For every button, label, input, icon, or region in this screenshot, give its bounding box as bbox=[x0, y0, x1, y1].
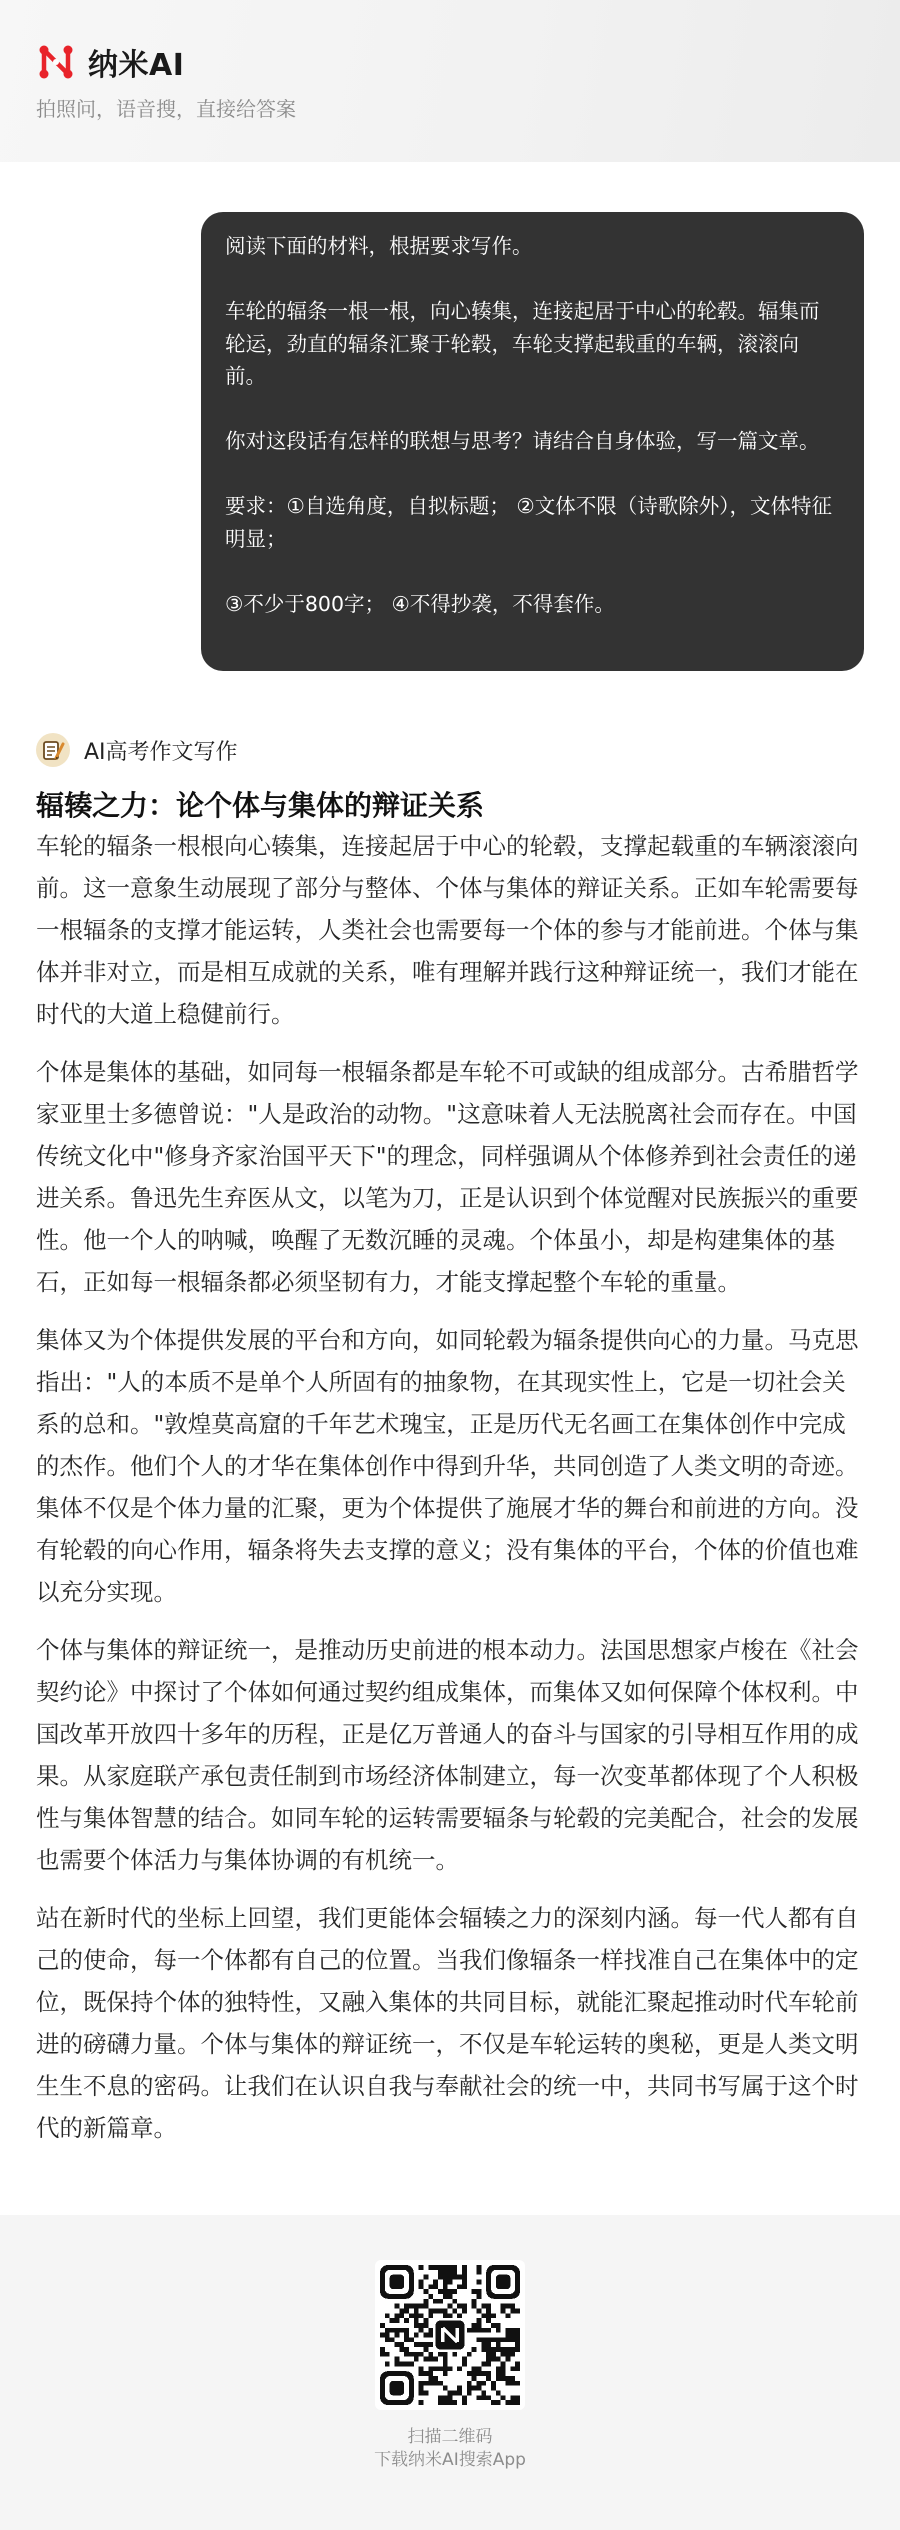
prompt-paragraph: 阅读下面的材料，根据要求写作。 bbox=[225, 234, 533, 258]
prompt-paragraph: 车轮的辐条一根一根，向心辏集，连接起居于中心的轮毂。辐集而轮运，劲直的辐条汇聚于轮毂，车轮支撑起载重的车辆，滚滚向前。 bbox=[225, 299, 820, 388]
essay-paragraph: 车轮的辐条一根根向心辏集，连接起居于中心的轮毂，支撑起载重的车辆滚滚向前。这一意象生动展现了部分与整体、个体与集体的辩证关系。正如车轮需要每一根辐条的支撑才能运转，人类社会也需要每一个体的参与才能前进。个体与集体并非对立，而是相互成就的关系，唯有理解并践行这种辩证统一，我们才能在时代的大道上稳健前行。 bbox=[36, 832, 859, 1028]
essay-paragraph: 站在新时代的坐标上回望，我们更能体会辐辏之力的深刻内涵。每一代人都有自己的使命，每一个体都有自己的位置。当我们像辐条一样找准自己在集体中的定位，既保持个体的独特性，又融入集体的共同目标，就能汇聚起推动时代车轮前进的磅礴力量。个体与集体的辩证统一，不仅是车轮运转的奥秘，更是人类文明生生不息的密码。让我们在认识自我与奉献社会的统一中，共同书写属于这个时代的新篇章。 bbox=[36, 1904, 859, 2142]
qr-code-icon bbox=[380, 2265, 520, 2405]
essay-writing-icon bbox=[36, 733, 70, 767]
essay-body bbox=[36, 825, 864, 2149]
app-header bbox=[0, 0, 900, 162]
essay-paragraph: 个体是集体的基础，如同每一根辐条都是车轮不可或缺的组成部分。古希腊哲学家亚里士多德曾说："人是政治的动物。"这意味着人无法脱离社会而存在。中国传统文化中"修身齐家治国平天下"的理念，同样强调从个体修养到社会责任的递进关系。鲁迅先生弃医从文，以笔为刀，正是认识到个体觉醒对民族振兴的重要性。他一个人的呐喊，唤醒了无数沉睡的灵魂。个体虽小，却是构建集体的基石，正如每一根辐条都必须坚韧有力，才能支撑起整个车轮的重量。 bbox=[36, 1058, 859, 1296]
tagline: 拍照问，语音搜，直接给答案 bbox=[36, 97, 296, 121]
essay-paragraph: 集体又为个体提供发展的平台和方向，如同轮毂为辐条提供向心的力量。马克思指出："人的本质不是单个人所固有的抽象物，在其现实性上，它是一切社会关系的总和。"敦煌莫高窟的千年艺术瑰宝，正是历代无名画工在集体创作中完成的杰作。他们个人的才华在集体创作中得到升华，共同创造了人类文明的奇迹。集体不仅是个体力量的汇聚，更为个体提供了施展才华的舞台和前进的方向。没有轮毂的向心作用，辐条将失去支撑的意义；没有集体的平台，个体的价值也难以充分实现。 bbox=[36, 1326, 859, 1606]
essay-title: 辐辏之力：论个体与集体的辩证关系 bbox=[36, 789, 485, 822]
brand[interactable] bbox=[36, 40, 184, 84]
download-footer bbox=[0, 2215, 900, 2530]
prompt-paragraph: ③不少于800字； ④不得抄袭，不得套作。 bbox=[225, 591, 615, 616]
user-prompt-bubble bbox=[201, 212, 864, 671]
prompt-paragraph: 要求：①自选角度，自拟标题； ②文体不限（诗歌除外），文体特征明显； bbox=[225, 494, 833, 551]
qr-caption-download: 下载纳米AI搜索App bbox=[374, 2450, 526, 2470]
answer-source[interactable] bbox=[36, 733, 238, 767]
source-label: AI高考作文写作 bbox=[84, 739, 238, 765]
prompt-paragraph: 你对这段话有怎样的联想与思考？请结合自身体验，写一篇文章。 bbox=[225, 429, 820, 453]
brand-name: 纳米AI bbox=[88, 48, 185, 83]
download-qr-code[interactable] bbox=[375, 2260, 525, 2410]
nami-logo-icon bbox=[36, 42, 76, 82]
essay-paragraph: 个体与集体的辩证统一，是推动历史前进的根本动力。法国思想家卢梭在《社会契约论》中探讨了个体如何通过契约组成集体，而集体又如何保障个体权利。中国改革开放四十多年的历程，正是亿万普通人的奋斗与国家的引导相互作用的成果。从家庭联产承包责任制到市场经济体制建立，每一次变革都体现了个人积极性与集体智慧的结合。如同车轮的运转需要辐条与轮毂的完美配合，社会的发展也需要个体活力与集体协调的有机统一。 bbox=[36, 1636, 859, 1874]
qr-caption: 扫描二维码 bbox=[407, 2427, 493, 2447]
